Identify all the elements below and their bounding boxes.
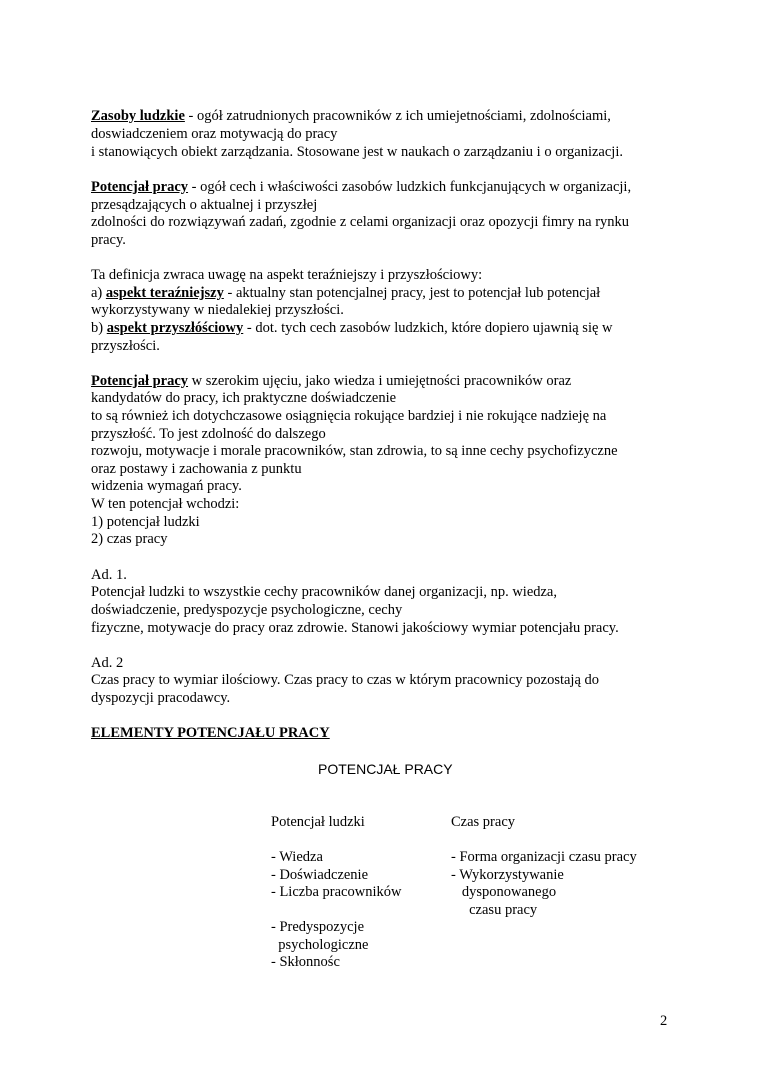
paragraph-line: kandydatów do pracy, ich praktyczne doświadczenie (91, 390, 397, 406)
paragraph-line: Ad. 2 (91, 655, 124, 671)
list-item: - Liczba pracowników (271, 884, 402, 900)
list-item-a: a) aspekt teraźniejszy - aktualny stan potencjalnej pracy, jest to potencjał lub potencjał (91, 285, 601, 301)
diagram-right-list (451, 849, 637, 919)
paragraph-line: i stanowiących obiekt zarządzania. Stosowane jest w naukach o zarządzaniu i o organizacji. (91, 144, 623, 160)
paragraph-line: 2) czas pracy (91, 531, 168, 547)
term-aspekt-terazniejszy: aspekt teraźniejszy (105, 285, 224, 301)
paragraph-line: Potencjał ludzki to wszystkie cechy pracowników danej organizacji, np. wiedza, (91, 584, 557, 600)
term-zasoby-ludzkie: Zasoby ludzkie (91, 108, 185, 124)
term-potencjal-pracy: Potencjał pracy (91, 179, 189, 195)
paragraph-line: W ten potencjał wchodzi: (91, 496, 240, 512)
list-item: - Doświadczenie (271, 866, 369, 883)
term-aspekt-przyszlosciowy: aspekt przyszłóściowy (106, 320, 244, 336)
paragraph-line: Czas pracy to wymiar ilościowy. Czas pracy to czas w którym pracownicy pozostają do (91, 672, 600, 688)
paragraph-line: Zasoby ludzkie - ogół zatrudnionych pracowników z ich umiejetnościami, zdolnościami, (91, 108, 611, 124)
paragraph-line: Ta definicja zwraca uwagę na aspekt teraźniejszy i przyszłościowy: (91, 267, 483, 283)
paragraph-line: 1) potencjał ludzki (91, 514, 200, 530)
diagram-right-header: Czas pracy (451, 814, 516, 830)
list-item: psychologiczne (271, 936, 369, 953)
paragraph-line: Potencjał pracy w szerokim ujęciu, jako wiedza i umiejętności pracowników oraz (91, 373, 572, 389)
list-item-b: b) aspekt przyszłóściowy - dot. tych cech zasobów ludzkich, które dopiero ujawnią się w (91, 320, 613, 336)
paragraph-line: widzenia wymagań pracy. (91, 478, 242, 494)
paragraph-line: przyszłości. (91, 338, 160, 354)
paragraph-line: pracy. (91, 232, 126, 248)
list-item: - Wiedza (271, 849, 323, 865)
diagram-left-header: Potencjał ludzki (271, 814, 365, 830)
term-potencjal-pracy-2: Potencjał pracy (91, 373, 189, 389)
section-heading: ELEMENTY POTENCJAŁU PRACY (91, 725, 330, 741)
paragraph-line: to są również ich dotychczasowe osiągnięcia rokujące bardziej i nie rokujące nadzieję na (91, 408, 607, 424)
list-item: - Skłonnośc (271, 954, 340, 970)
paragraph-line: Ad. 1. (91, 567, 127, 583)
list-item: - Predyspozycje (271, 919, 365, 935)
list-item: czasu pracy (451, 901, 538, 918)
page-number: 2 (660, 1013, 668, 1029)
list-item (271, 902, 401, 920)
paragraph-line: doświadczenie, predyspozycje psychologiczne, cechy (91, 602, 403, 618)
list-item: - Forma organizacji czasu pracy (451, 849, 637, 865)
diagram-title: POTENCJAŁ PRACY (318, 761, 453, 777)
diagram-left-list (271, 849, 401, 972)
paragraph-line: dyspozycji pracodawcy. (91, 690, 231, 706)
list-item: - Wykorzystywanie (451, 866, 564, 883)
paragraph-line: przyszłość. To jest zdolność do dalszego (91, 426, 326, 442)
paragraph-line: wykorzystywany w niedalekiej przyszłości. (91, 302, 344, 318)
paragraph-line: rozwoju, motywacje i morale pracowników, stan zdrowia, to są inne cechy psychofizyczne (91, 443, 618, 459)
paragraph-line: fizyczne, motywacje do pracy oraz zdrowie. Stanowi jakościowy wymiar potencjału pracy. (91, 620, 619, 636)
paragraph-line: przesądzających o aktualnej i przyszłej (91, 197, 318, 213)
paragraph-line: Potencjał pracy - ogół cech i właściwości zasobów ludzkich funkcjanujących w organizacji, (91, 179, 632, 195)
paragraph-line: zdolności do rozwiązywań zadań, zgodnie z celami organizacji oraz opozycji fimry na rynku (91, 214, 630, 230)
paragraph-line: doswiadczeniem oraz motywacją do pracy (91, 126, 338, 142)
list-item: dysponowanego (451, 884, 557, 900)
paragraph-line: oraz postawy i zachowania z punktu (91, 461, 302, 477)
